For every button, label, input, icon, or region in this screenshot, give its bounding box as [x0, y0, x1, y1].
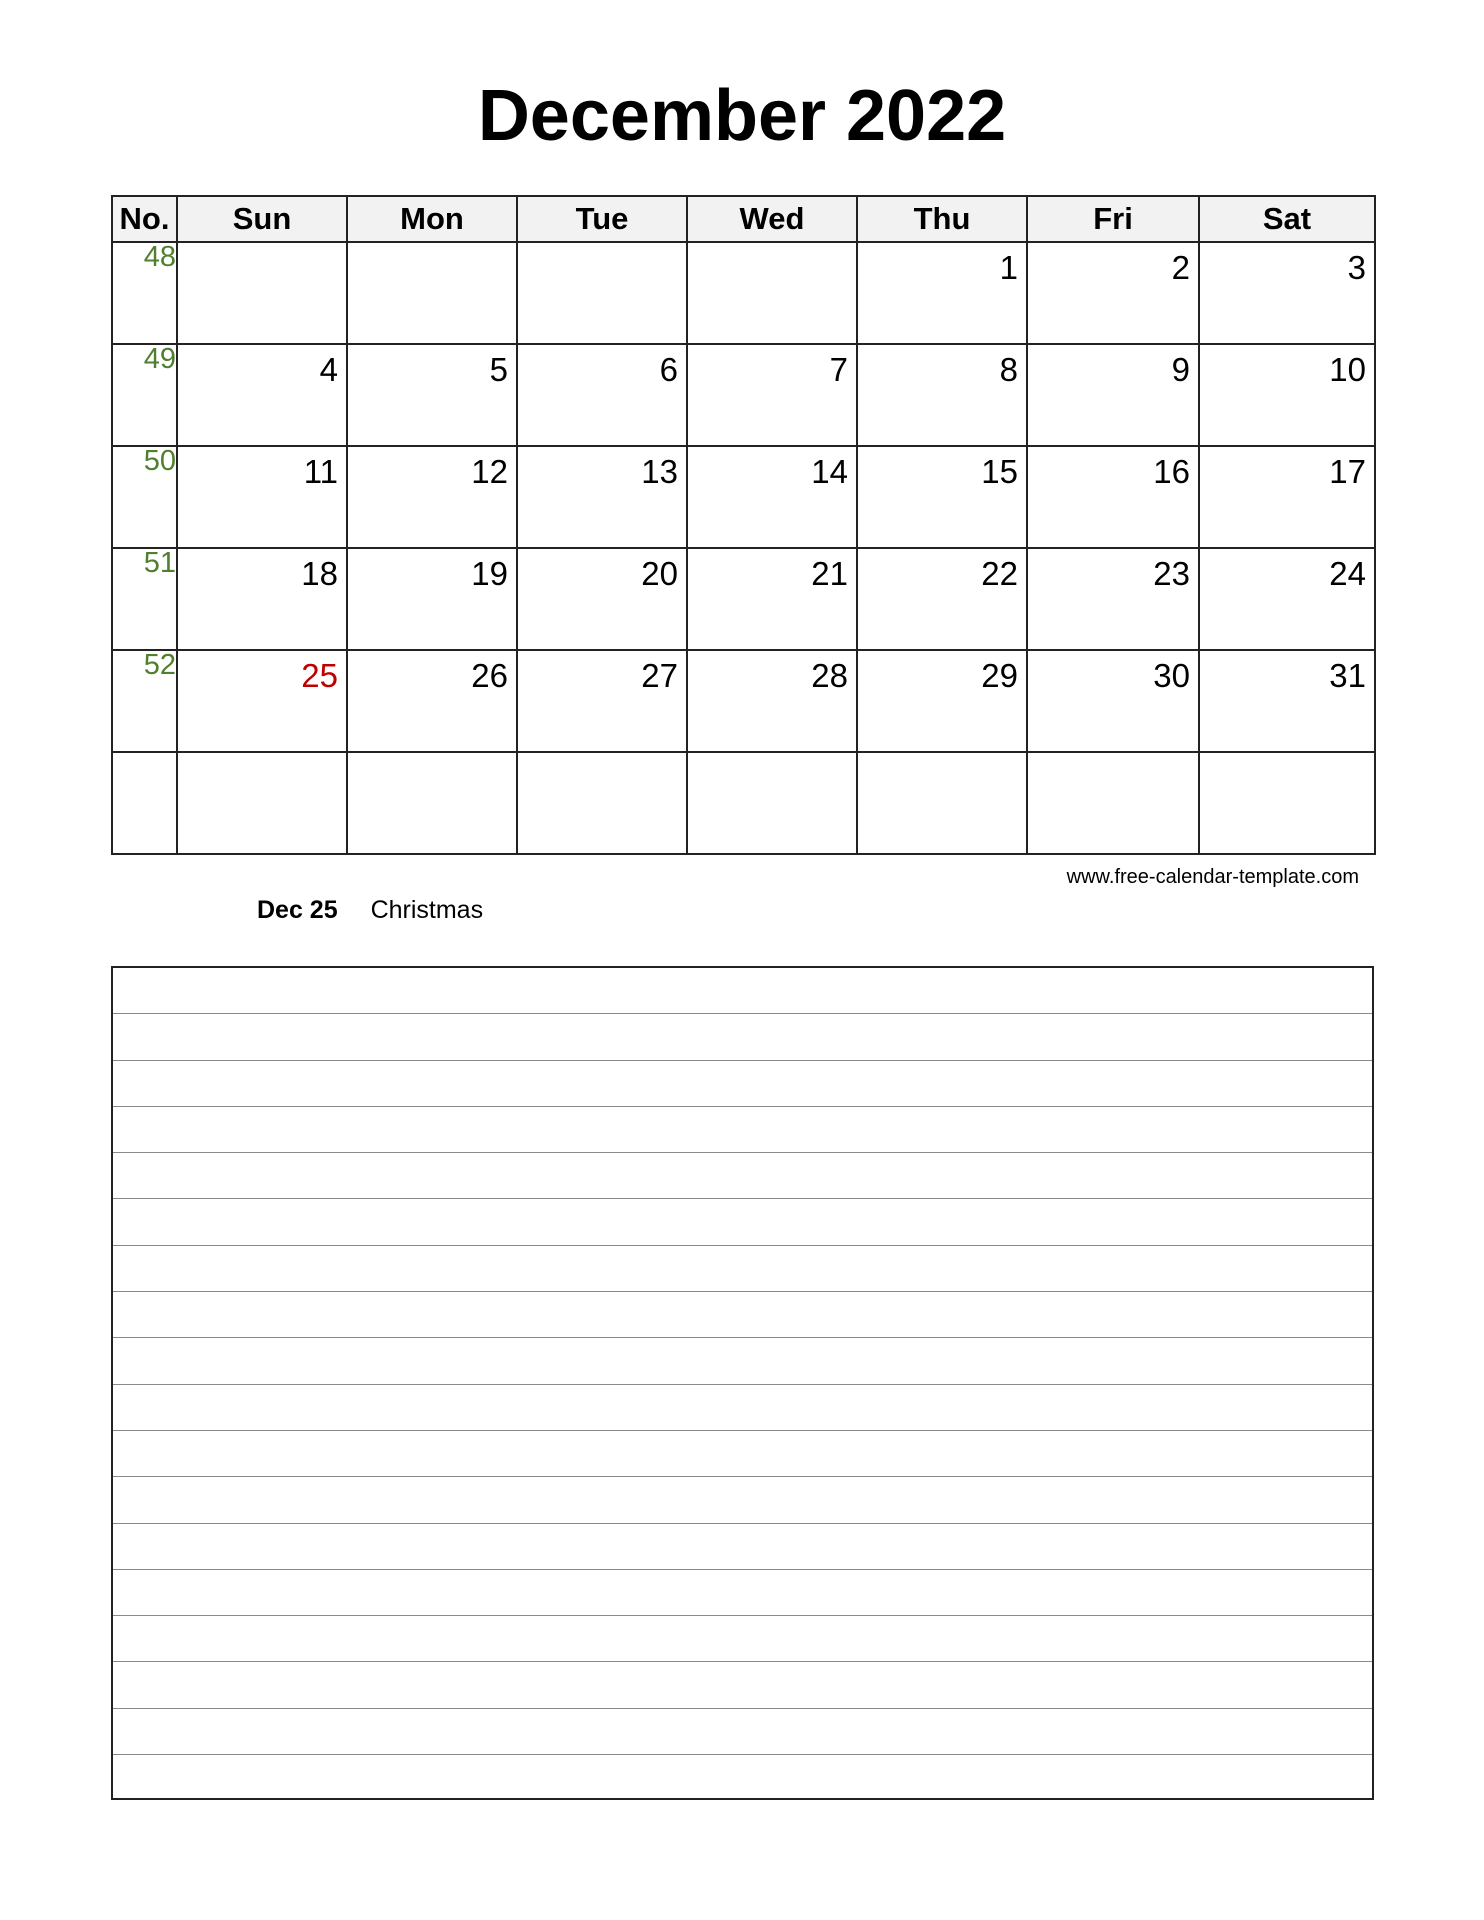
day-number: 9: [1171, 351, 1190, 388]
day-number: 24: [1329, 555, 1366, 592]
note-line[interactable]: [113, 1338, 1372, 1384]
holiday-date: Dec 25: [257, 896, 338, 924]
note-line[interactable]: [113, 1755, 1372, 1801]
day-number: 21: [811, 555, 848, 592]
note-line[interactable]: [113, 1061, 1372, 1107]
day-cell[interactable]: [1027, 242, 1199, 344]
day-number: [518, 753, 686, 759]
day-cell[interactable]: [687, 446, 857, 548]
day-number: [858, 753, 1026, 759]
day-cell[interactable]: [857, 344, 1027, 446]
week-number-header: No.: [112, 196, 177, 242]
note-line[interactable]: [113, 1385, 1372, 1431]
week-row: [112, 650, 1375, 752]
day-number: 18: [301, 555, 338, 592]
day-cell[interactable]: [517, 548, 687, 650]
day-number: 23: [1153, 555, 1190, 592]
day-number: 20: [641, 555, 678, 592]
week-row: [112, 242, 1375, 344]
day-cell[interactable]: [1027, 650, 1199, 752]
day-cell[interactable]: [177, 752, 347, 854]
day-number: [348, 243, 516, 249]
weekday-header-tue: Tue: [517, 196, 687, 242]
day-number: [688, 243, 856, 249]
day-cell[interactable]: [687, 548, 857, 650]
day-number: 14: [811, 453, 848, 490]
day-number: [518, 243, 686, 249]
note-line[interactable]: [113, 1616, 1372, 1662]
week-number: 51: [143, 547, 176, 579]
day-cell[interactable]: [1199, 650, 1375, 752]
day-number: 4: [319, 351, 338, 388]
day-number: [688, 753, 856, 759]
day-number: 25: [301, 657, 338, 694]
day-cell[interactable]: [857, 242, 1027, 344]
day-cell[interactable]: [857, 548, 1027, 650]
week-number-cell: [112, 752, 177, 854]
day-number: 1: [999, 249, 1018, 286]
day-number: 2: [1171, 249, 1190, 286]
day-number: 6: [659, 351, 678, 388]
note-line[interactable]: [113, 1431, 1372, 1477]
day-number: 12: [471, 453, 508, 490]
week-row: [112, 752, 1375, 854]
day-number: 29: [981, 657, 1018, 694]
week-number: 49: [143, 343, 176, 375]
day-cell[interactable]: [177, 242, 347, 344]
day-number: [1200, 753, 1374, 759]
day-cell[interactable]: [347, 650, 517, 752]
note-line[interactable]: [113, 968, 1372, 1014]
weekday-header-mon: Mon: [347, 196, 517, 242]
day-cell[interactable]: [517, 344, 687, 446]
day-number: 15: [981, 453, 1018, 490]
note-line[interactable]: [113, 1477, 1372, 1523]
day-cell[interactable]: [177, 548, 347, 650]
note-line[interactable]: [113, 1709, 1372, 1755]
week-number: 52: [143, 649, 176, 681]
day-number: [178, 243, 346, 249]
day-cell[interactable]: [1199, 344, 1375, 446]
day-number: 7: [829, 351, 848, 388]
day-number: 28: [811, 657, 848, 694]
day-cell[interactable]: [517, 446, 687, 548]
day-cell[interactable]: [1027, 344, 1199, 446]
week-number: 50: [143, 445, 176, 477]
day-cell[interactable]: [347, 344, 517, 446]
day-cell[interactable]: [687, 242, 857, 344]
holiday-name: Christmas: [370, 896, 484, 924]
day-cell[interactable]: [177, 446, 347, 548]
holiday-list: [257, 896, 483, 925]
day-number: 11: [303, 453, 338, 490]
day-cell[interactable]: [1199, 548, 1375, 650]
day-cell[interactable]: [857, 446, 1027, 548]
website-credit: www.free-calendar-template.com: [1066, 866, 1359, 888]
day-cell[interactable]: [687, 650, 857, 752]
note-line[interactable]: [113, 1199, 1372, 1245]
week-number: 48: [143, 241, 176, 273]
note-line[interactable]: [113, 1524, 1372, 1570]
week-number-cell: [112, 446, 177, 548]
note-line[interactable]: [113, 1570, 1372, 1616]
day-cell[interactable]: [517, 242, 687, 344]
day-number: 17: [1329, 453, 1366, 490]
day-number: 5: [489, 351, 508, 388]
week-number-cell: [112, 344, 177, 446]
day-cell[interactable]: [347, 242, 517, 344]
day-cell[interactable]: [857, 752, 1027, 854]
day-cell[interactable]: [1199, 752, 1375, 854]
week-row: [112, 446, 1375, 548]
day-cell[interactable]: [1199, 446, 1375, 548]
note-line[interactable]: [113, 1246, 1372, 1292]
day-number: 30: [1153, 657, 1190, 694]
note-line[interactable]: [113, 1662, 1372, 1708]
note-line[interactable]: [113, 1107, 1372, 1153]
calendar-grid: [111, 195, 1376, 855]
note-line[interactable]: [113, 1292, 1372, 1338]
weekday-header-thu: Thu: [857, 196, 1027, 242]
day-number: 10: [1329, 351, 1366, 388]
day-cell[interactable]: [687, 344, 857, 446]
day-cell[interactable]: [1027, 752, 1199, 854]
week-row: [112, 344, 1375, 446]
week-number-cell: [112, 548, 177, 650]
week-number-cell: [112, 650, 177, 752]
day-cell[interactable]: [177, 650, 347, 752]
day-number: 8: [999, 351, 1018, 388]
day-number: 3: [1347, 249, 1366, 286]
day-cell[interactable]: [347, 752, 517, 854]
day-cell[interactable]: [347, 446, 517, 548]
weekday-header-sun: Sun: [177, 196, 347, 242]
day-number: [348, 753, 516, 759]
day-cell[interactable]: [1027, 446, 1199, 548]
day-cell[interactable]: [347, 548, 517, 650]
day-cell[interactable]: [687, 752, 857, 854]
note-line[interactable]: [113, 1153, 1372, 1199]
day-number: 31: [1329, 657, 1366, 694]
week-number-cell: [112, 242, 177, 344]
notes-area[interactable]: [111, 966, 1374, 1800]
day-cell[interactable]: [517, 752, 687, 854]
day-cell[interactable]: [517, 650, 687, 752]
week-row: [112, 548, 1375, 650]
day-number: [178, 753, 346, 759]
day-number: [1028, 753, 1198, 759]
day-cell[interactable]: [857, 650, 1027, 752]
day-number: 26: [471, 657, 508, 694]
day-number: 16: [1153, 453, 1190, 490]
note-line[interactable]: [113, 1014, 1372, 1060]
day-number: 19: [471, 555, 508, 592]
day-cell[interactable]: [177, 344, 347, 446]
day-number: 13: [641, 453, 678, 490]
weekday-header-sat: Sat: [1199, 196, 1375, 242]
calendar-title: December 2022: [477, 76, 1007, 156]
day-number: 22: [981, 555, 1018, 592]
day-cell[interactable]: [1199, 242, 1375, 344]
day-cell[interactable]: [1027, 548, 1199, 650]
weekday-header-wed: Wed: [687, 196, 857, 242]
weekday-header-row: [112, 196, 1375, 242]
day-number: 27: [641, 657, 678, 694]
weekday-header-fri: Fri: [1027, 196, 1199, 242]
